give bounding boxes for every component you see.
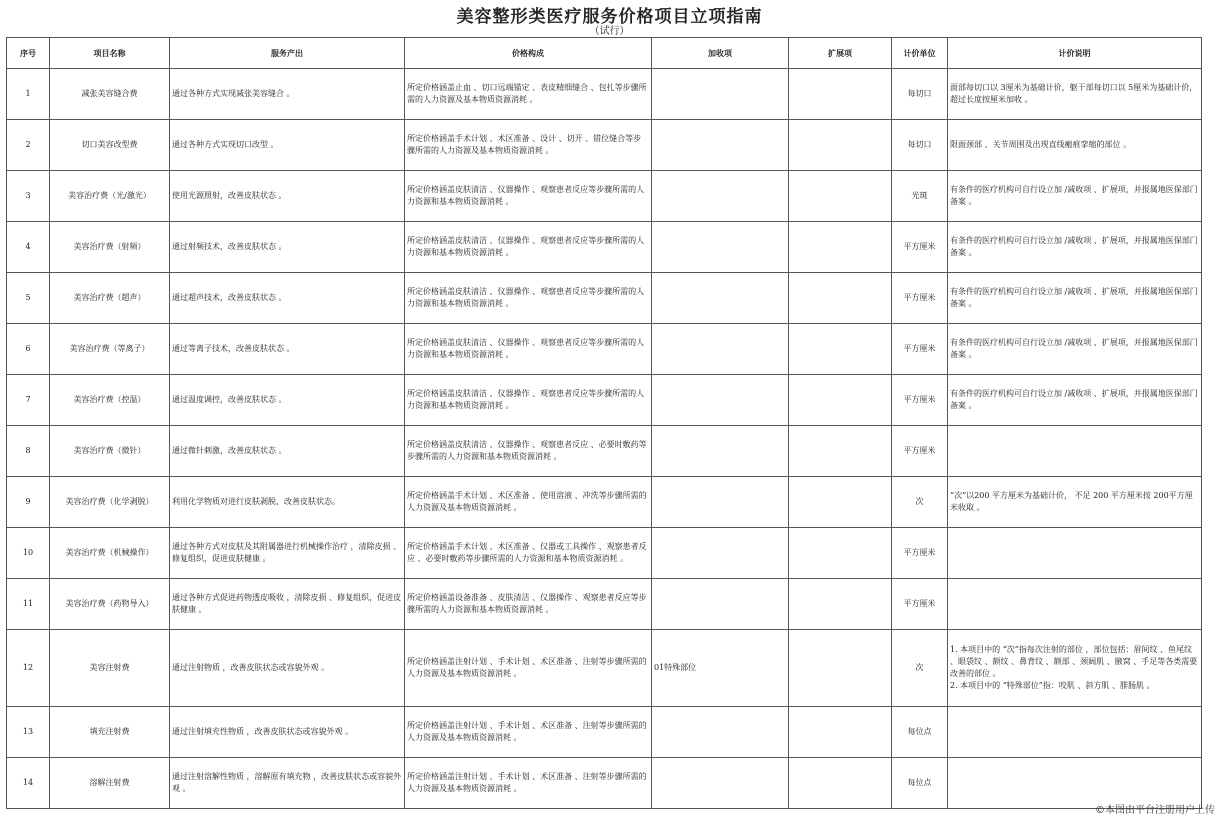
row-index: 6 <box>7 324 50 375</box>
row-price-composition: 所定价格涵盖手术计划 、术区准备 、仪器或工具操作 、观察患者反应 、必要时敷药等步骤所需的人力资源和基本物质资源消耗 。 <box>405 528 652 579</box>
row-price-composition: 所定价格涵盖止血 、切口远端锚定 、表皮精细缝合 、包扎等步骤所需的人力资源及基本物质资源消耗 。 <box>405 69 652 120</box>
row-surcharge <box>652 222 789 273</box>
row-pricing-notes <box>948 528 1202 579</box>
row-price-composition: 所定价格涵盖皮肤清洁 、仪器操作 、观察患者反应等步骤所需的人力资源和基本物质资源消耗 。 <box>405 375 652 426</box>
row-surcharge <box>652 171 789 222</box>
table-row <box>7 375 1202 426</box>
row-service-output: 利用化学物质对进行皮肤剥脱，改善皮肤状态。 <box>170 477 405 528</box>
header-pricing-notes: 计价说明 <box>948 38 1202 69</box>
row-price-composition: 所定价格涵盖皮肤清洁 、仪器操作 、观察患者反应等步骤所需的人力资源和基本物质资源消耗 。 <box>405 273 652 324</box>
document-subtitle: （试行） <box>589 26 630 37</box>
row-pricing-unit: 次 <box>892 630 948 707</box>
row-index: 2 <box>7 120 50 171</box>
row-service-output: 通过注射填充性物质 ，改善皮肤状态或容貌外观 。 <box>170 707 405 758</box>
row-surcharge <box>652 273 789 324</box>
table-header-row <box>7 38 1202 69</box>
row-item-name: 切口美容改型费 <box>50 120 170 171</box>
row-item-name: 美容治疗费（等离子） <box>50 324 170 375</box>
row-price-composition: 所定价格涵盖皮肤清洁 、仪器操作 、观察患者反应 、必要时敷药等步骤所需的人力资源和基本物质资源消耗 。 <box>405 426 652 477</box>
row-surcharge <box>652 707 789 758</box>
price-guide-table <box>6 37 1202 809</box>
row-service-output: 通过各种方式促进药物透皮吸收 ，清除皮损 、修复组织，促进皮肤健康 。 <box>170 579 405 630</box>
row-item-name: 减张美容缝合费 <box>50 69 170 120</box>
row-pricing-unit: 每位点 <box>892 758 948 809</box>
row-index: 10 <box>7 528 50 579</box>
upload-watermark: ©本图由平台注册用户上传 <box>1095 805 1215 816</box>
table-row <box>7 477 1202 528</box>
row-pricing-notes: 有条件的医疗机构可自行设立加 /减收项 、扩展项，并报属地医保部门备案 。 <box>948 375 1202 426</box>
row-extension <box>789 426 892 477</box>
header-pricing-unit: 计价单位 <box>892 38 948 69</box>
row-price-composition: 所定价格涵盖设备准备 、皮肤清洁 、仪器操作 、观察患者反应等步骤所需的人力资源和基本物质资源消耗 。 <box>405 579 652 630</box>
row-price-composition: 所定价格涵盖皮肤清洁 、仪器操作 、观察患者反应等步骤所需的人力资源和基本物质资源消耗 。 <box>405 171 652 222</box>
row-price-composition: 所定价格涵盖手术计划 、术区准备 、使用溶液 、冲洗等步骤所需的人力资源及基本物质资源消耗 。 <box>405 477 652 528</box>
row-service-output: 通过各种方式实现减张美容缝合 。 <box>170 69 405 120</box>
row-pricing-unit: 每切口 <box>892 120 948 171</box>
row-surcharge <box>652 120 789 171</box>
row-index: 14 <box>7 758 50 809</box>
row-price-composition: 所定价格涵盖注射计划 、手术计划 、术区准备 、注射等步骤所需的人力资源及基本物质资源消耗 。 <box>405 707 652 758</box>
row-service-output: 通过各种方式对皮肤及其附属器进行机械操作治疗 ，清除皮损 、修复组织，促进皮肤健康 。 <box>170 528 405 579</box>
row-item-name: 美容治疗费（射频） <box>50 222 170 273</box>
row-extension <box>789 528 892 579</box>
header-price-composition: 价格构成 <box>405 38 652 69</box>
row-extension <box>789 579 892 630</box>
row-pricing-notes: 有条件的医疗机构可自行设立加 /减收项 、扩展项，并报属地医保部门备案 。 <box>948 171 1202 222</box>
row-pricing-unit: 平方厘米 <box>892 375 948 426</box>
table-row <box>7 222 1202 273</box>
row-price-composition: 所定价格涵盖皮肤清洁 、仪器操作 、观察患者反应等步骤所需的人力资源和基本物质资源消耗 。 <box>405 324 652 375</box>
header-extension: 扩展项 <box>789 38 892 69</box>
row-pricing-unit: 每位点 <box>892 707 948 758</box>
row-item-name: 美容治疗费（光/激光） <box>50 171 170 222</box>
row-pricing-notes <box>948 426 1202 477</box>
row-surcharge <box>652 758 789 809</box>
table-row <box>7 528 1202 579</box>
row-pricing-unit: 每切口 <box>892 69 948 120</box>
row-index: 4 <box>7 222 50 273</box>
row-extension <box>789 222 892 273</box>
row-item-name: 美容治疗费（机械操作） <box>50 528 170 579</box>
table-row <box>7 120 1202 171</box>
row-pricing-notes: 有条件的医疗机构可自行设立加 /减收项 、扩展项，并报属地医保部门备案 。 <box>948 324 1202 375</box>
row-item-name: 美容治疗费（药物导入） <box>50 579 170 630</box>
table-row <box>7 69 1202 120</box>
row-service-output: 通过射频技术，改善皮肤状态 。 <box>170 222 405 273</box>
row-pricing-unit: 平方厘米 <box>892 222 948 273</box>
row-service-output: 通过各种方式实现切口改型 。 <box>170 120 405 171</box>
row-pricing-notes <box>948 707 1202 758</box>
row-index: 9 <box>7 477 50 528</box>
row-surcharge <box>652 528 789 579</box>
row-service-output: 通过注射物质 ，改善皮肤状态或容貌外观 。 <box>170 630 405 707</box>
header-surcharge: 加收项 <box>652 38 789 69</box>
table-row <box>7 758 1202 809</box>
row-index: 7 <box>7 375 50 426</box>
row-index: 11 <box>7 579 50 630</box>
row-item-name: 美容治疗费（超声） <box>50 273 170 324</box>
row-extension <box>789 630 892 707</box>
row-item-name: 美容治疗费（微针） <box>50 426 170 477</box>
row-index: 8 <box>7 426 50 477</box>
row-price-composition: 所定价格涵盖皮肤清洁 、仪器操作 、观察患者反应等步骤所需的人力资源和基本物质资源消耗 。 <box>405 222 652 273</box>
row-item-name: 填充注射费 <box>50 707 170 758</box>
row-extension <box>789 707 892 758</box>
row-service-output: 使用光源照射，改善皮肤状态 。 <box>170 171 405 222</box>
row-price-composition: 所定价格涵盖注射计划 、手术计划 、术区准备 、注射等步骤所需的人力资源及基本物质资源消耗 。 <box>405 630 652 707</box>
row-index: 3 <box>7 171 50 222</box>
row-pricing-unit: 光斑 <box>892 171 948 222</box>
row-extension <box>789 120 892 171</box>
row-extension <box>789 69 892 120</box>
row-pricing-unit: 平方厘米 <box>892 324 948 375</box>
row-extension <box>789 273 892 324</box>
row-pricing-unit: 平方厘米 <box>892 579 948 630</box>
row-extension <box>789 324 892 375</box>
row-extension <box>789 171 892 222</box>
row-price-composition: 所定价格涵盖手术计划 、术区准备 、设计 、切开 、错位缝合等步骤所需的人力资源及基本物质资源消耗 。 <box>405 120 652 171</box>
row-item-name: 美容治疗费（控温） <box>50 375 170 426</box>
row-pricing-unit: 平方厘米 <box>892 273 948 324</box>
row-pricing-notes: 限面颈部 、关节周围及出现直线瘢痕挛缩的部位 。 <box>948 120 1202 171</box>
row-index: 13 <box>7 707 50 758</box>
header-item-name: 项目名称 <box>50 38 170 69</box>
table-row <box>7 273 1202 324</box>
row-item-name: 美容治疗费（化学剥脱） <box>50 477 170 528</box>
row-extension <box>789 477 892 528</box>
row-surcharge <box>652 477 789 528</box>
row-service-output: 通过温度调控，改善皮肤状态 。 <box>170 375 405 426</box>
row-service-output: 通过注射溶解性物质 ，溶解原有填充物 ，改善皮肤状态或容貌外观 。 <box>170 758 405 809</box>
row-pricing-unit: 平方厘米 <box>892 426 948 477</box>
header-index: 序号 <box>7 38 50 69</box>
row-pricing-notes: 有条件的医疗机构可自行设立加 /减收项 、扩展项，并报属地医保部门备案 。 <box>948 273 1202 324</box>
row-extension <box>789 758 892 809</box>
document-title: 美容整形类医疗服务价格项目立项指南 <box>456 7 763 27</box>
table-row <box>7 426 1202 477</box>
row-pricing-unit: 次 <box>892 477 948 528</box>
row-pricing-notes <box>948 579 1202 630</box>
row-item-name: 溶解注射费 <box>50 758 170 809</box>
table-body <box>7 69 1202 809</box>
row-pricing-notes: 有条件的医疗机构可自行设立加 /减收项 、扩展项，并报属地医保部门备案 。 <box>948 222 1202 273</box>
row-index: 12 <box>7 630 50 707</box>
row-index: 5 <box>7 273 50 324</box>
row-service-output: 通过超声技术，改善皮肤状态 。 <box>170 273 405 324</box>
row-pricing-notes: 1. 本项目中的 “次”指每次注射的部位 ，部位包括：眉间纹 、鱼尾纹 、眼袋纹 、额纹 、鼻背纹 、额部 、颈阔肌 、腋窝 、手足等各类需要改善的部位 。 2. 本项目中的 “特殊部位”指：咬肌 、斜方肌 、腓肠肌 。 <box>948 630 1202 707</box>
row-item-name: 美容注射费 <box>50 630 170 707</box>
row-surcharge <box>652 324 789 375</box>
table-row <box>7 579 1202 630</box>
row-surcharge <box>652 426 789 477</box>
row-pricing-notes: “次”以200 平方厘米为基础计价， 不足 200 平方厘米按 200平方厘米收取 。 <box>948 477 1202 528</box>
header-service-output: 服务产出 <box>170 38 405 69</box>
row-price-composition: 所定价格涵盖注射计划 、手术计划 、术区准备 、注射等步骤所需的人力资源及基本物质资源消耗 。 <box>405 758 652 809</box>
row-surcharge <box>652 375 789 426</box>
row-service-output: 通过等离子技术，改善皮肤状态 。 <box>170 324 405 375</box>
table-row <box>7 630 1202 707</box>
row-surcharge <box>652 579 789 630</box>
row-index: 1 <box>7 69 50 120</box>
row-surcharge: 01特殊部位 <box>652 630 789 707</box>
row-pricing-notes: 面部每切口以 3厘米为基础计价，躯干部每切口以 5厘米为基础计价，超过长度按厘米加收 。 <box>948 69 1202 120</box>
table-row <box>7 707 1202 758</box>
row-pricing-unit: 平方厘米 <box>892 528 948 579</box>
table-row <box>7 171 1202 222</box>
row-extension <box>789 375 892 426</box>
table-row <box>7 324 1202 375</box>
row-service-output: 通过微针刺激，改善皮肤状态 。 <box>170 426 405 477</box>
row-surcharge <box>652 69 789 120</box>
